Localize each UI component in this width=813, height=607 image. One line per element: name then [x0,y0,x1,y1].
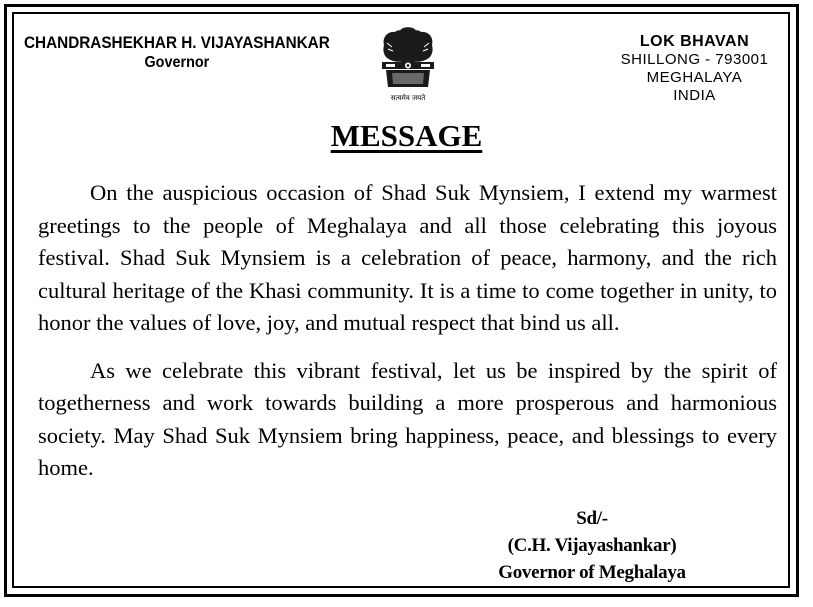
sender-title: Governor [144,54,210,71]
signatory-designation: Governor of Meghalaya [498,562,686,583]
message-heading: MESSAGE [330,118,483,153]
signature-block [470,505,714,586]
sender-block [24,33,330,73]
address-line-1: LOK BHAVAN [639,33,750,50]
address-line-4: INDIA [673,87,716,104]
message-body [38,177,777,500]
address-block [612,33,777,105]
address-line-3: MEGHALAYA [646,69,743,86]
signature-sd: Sd/- [576,508,608,529]
state-emblem-icon [378,25,438,109]
sender-name: CHANDRASHEKHAR H. VIJAYASHANKAR [24,33,330,52]
message-paragraph-2: As we celebrate this vibrant festival, let us be inspired by the spirit of togetherness and work towards building a more prosperous and harmonious society. May Shad Suk Mynsiem bring happiness, peace, and blessings to every home. [38,357,777,480]
svg-text:सत्यमेव जयते: सत्यमेव जयते [390,94,426,102]
signatory-name: (C.H. Vijayashankar) [507,535,677,556]
address-line-2: SHILLONG - 793001 [620,51,769,68]
message-paragraph-1: On the auspicious occasion of Shad Suk Mynsiem, I extend my warmest greetings to the people of Meghalaya and all those celebrating this joyous festival. Shad Suk Mynsiem is a celebration of peace, harmony, and the rich cultural heritage of the Khasi community. It is a time to come together in unity, to honor the values of love, joy, and mutual respect that bind us all. [38,180,777,335]
